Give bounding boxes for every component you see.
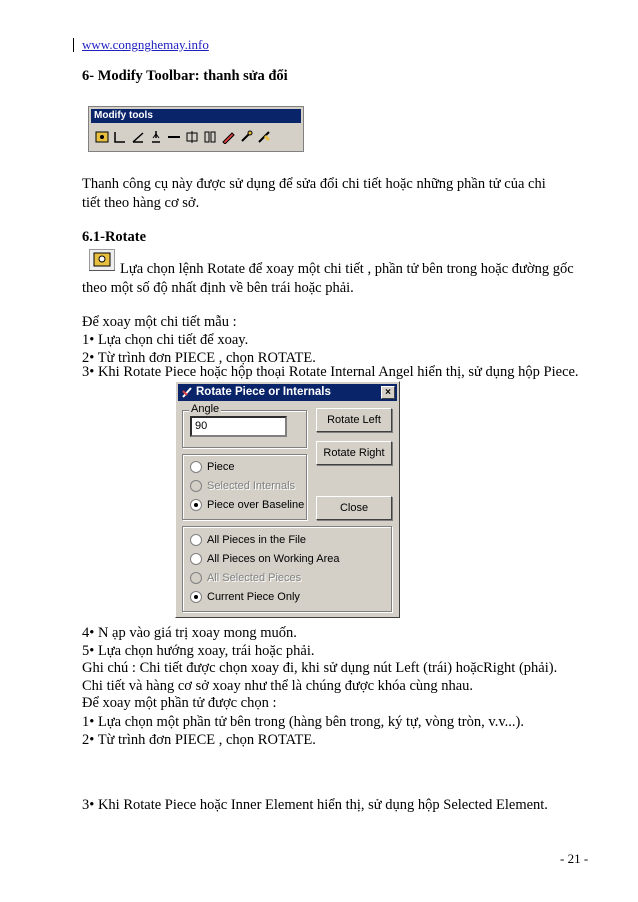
toolbar-title: Modify tools	[91, 109, 301, 123]
option-current-piece-only[interactable]	[190, 590, 300, 604]
rotate-intro-line-1: Lựa chọn lệnh Rotate để xoay một chi tiết , phần tử bên trong hoặc đường gốc	[120, 261, 574, 277]
dialog-title: Rotate Piece or Internals	[196, 386, 331, 398]
section-6-desc-line-2: tiết theo hàng cơ sở.	[82, 195, 200, 211]
section-6-1-title: 6.1-Rotate	[82, 229, 147, 245]
element-step-1: 1• Lựa chọn một phần tử bên trong (hàng bên trong, ký tự, vòng tròn, v.v...).	[82, 714, 524, 730]
slope-icon	[131, 128, 145, 146]
option-piece-label: Piece	[207, 461, 235, 473]
section-6-desc-line-1: Thanh công cụ này được sử dụng để sửa đổi chi tiết hoặc những phần tử của chi	[82, 176, 546, 192]
radio-all-selected-pieces	[190, 572, 202, 584]
dialog-titlebar	[178, 384, 397, 401]
element-step-3: 3• Khi Rotate Piece hoặc Inner Element hiển thị, sử dụng hộp Selected Element.	[82, 797, 548, 813]
option-selected-internals	[190, 479, 295, 493]
option-all-selected-pieces	[190, 571, 301, 585]
rotate-intro-line-2: theo một số độ nhất định về bên trái hoặc phải.	[82, 280, 354, 296]
option-all-pieces-working-area-label: All Pieces on Working Area	[207, 553, 340, 565]
angle-label: Angle	[191, 403, 220, 415]
rotate-note-2: Chi tiết và hàng cơ sở xoay như thể là chúng được khóa cùng nhau.	[82, 678, 474, 694]
option-all-pieces-in-file-label: All Pieces in the File	[207, 534, 307, 546]
toolbar-icon-row	[95, 128, 271, 146]
angle-icon	[113, 128, 127, 146]
option-all-pieces-in-file[interactable]	[190, 533, 306, 547]
piece-step-4: 4• N ạp vào giá trị xoay mong muốn.	[82, 625, 297, 641]
modify-toolbar-image	[88, 106, 304, 152]
close-button[interactable]: Close	[316, 496, 392, 520]
section-6-title: 6- Modify Toolbar: thanh sửa đổi	[82, 68, 288, 84]
dialog-close-icon[interactable]: ×	[381, 386, 395, 399]
radio-all-pieces-in-file[interactable]	[190, 534, 202, 546]
lock-icon	[239, 128, 253, 146]
option-all-pieces-working-area[interactable]	[190, 552, 339, 566]
header-rule	[73, 38, 74, 52]
mirror-icon	[185, 128, 199, 146]
element-step-2: 2• Từ trình đơn PIECE , chọn ROTATE.	[82, 732, 316, 748]
angle-input[interactable]: 90	[190, 416, 287, 437]
option-selected-internals-label: Selected Internals	[207, 480, 296, 492]
radio-all-pieces-working-area[interactable]	[190, 553, 202, 565]
rotate-tool-icon	[89, 249, 115, 271]
radio-piece[interactable]	[190, 461, 202, 473]
rotate-icon	[95, 128, 109, 146]
flip-icon	[203, 128, 217, 146]
option-piece[interactable]	[190, 460, 235, 474]
option-current-piece-only-label: Current Piece Only	[207, 591, 300, 603]
piece-step-5: 5• Lựa chọn hướng xoay, trái hoặc phải.	[82, 643, 315, 659]
element-steps-heading: Để xoay một phần tử được chọn :	[82, 695, 277, 711]
radio-current-piece-only[interactable]	[190, 591, 202, 603]
option-piece-over-baseline[interactable]	[190, 498, 304, 512]
brush-icon	[257, 128, 271, 146]
rotate-dialog	[175, 381, 400, 618]
rotate-left-button[interactable]: Rotate Left	[316, 408, 392, 432]
option-all-selected-pieces-label: All Selected Pieces	[207, 572, 302, 584]
piece-step-2: 2• Từ trình đơn PIECE , chọn ROTATE.	[82, 350, 316, 366]
radio-piece-over-baseline[interactable]	[190, 499, 202, 511]
pencil-icon	[221, 128, 235, 146]
piece-step-3: 3• Khi Rotate Piece hoặc hộp thoại Rotate Internal Angel hiển thị, sử dụng hộp Piece.	[82, 364, 579, 380]
rotate-icon-underline	[89, 270, 115, 271]
page-number: - 21 -	[560, 851, 589, 866]
option-piece-over-baseline-label: Piece over Baseline	[207, 499, 305, 511]
piece-step-1: 1• Lựa chọn chi tiết để xoay.	[82, 332, 249, 348]
piece-steps-heading: Để xoay một chi tiết mẫu :	[82, 314, 237, 330]
radio-selected-internals	[190, 480, 202, 492]
separator-icon	[167, 128, 181, 146]
header-url-link[interactable]: www.congnghemay.info	[82, 37, 209, 52]
rotate-right-button[interactable]: Rotate Right	[316, 441, 392, 465]
split-icon	[149, 128, 163, 146]
rotate-note: Ghi chú : Chi tiết được chọn xoay đi, khi sử dụng nút Left (trái) hoặcRight (phải).	[82, 660, 558, 676]
